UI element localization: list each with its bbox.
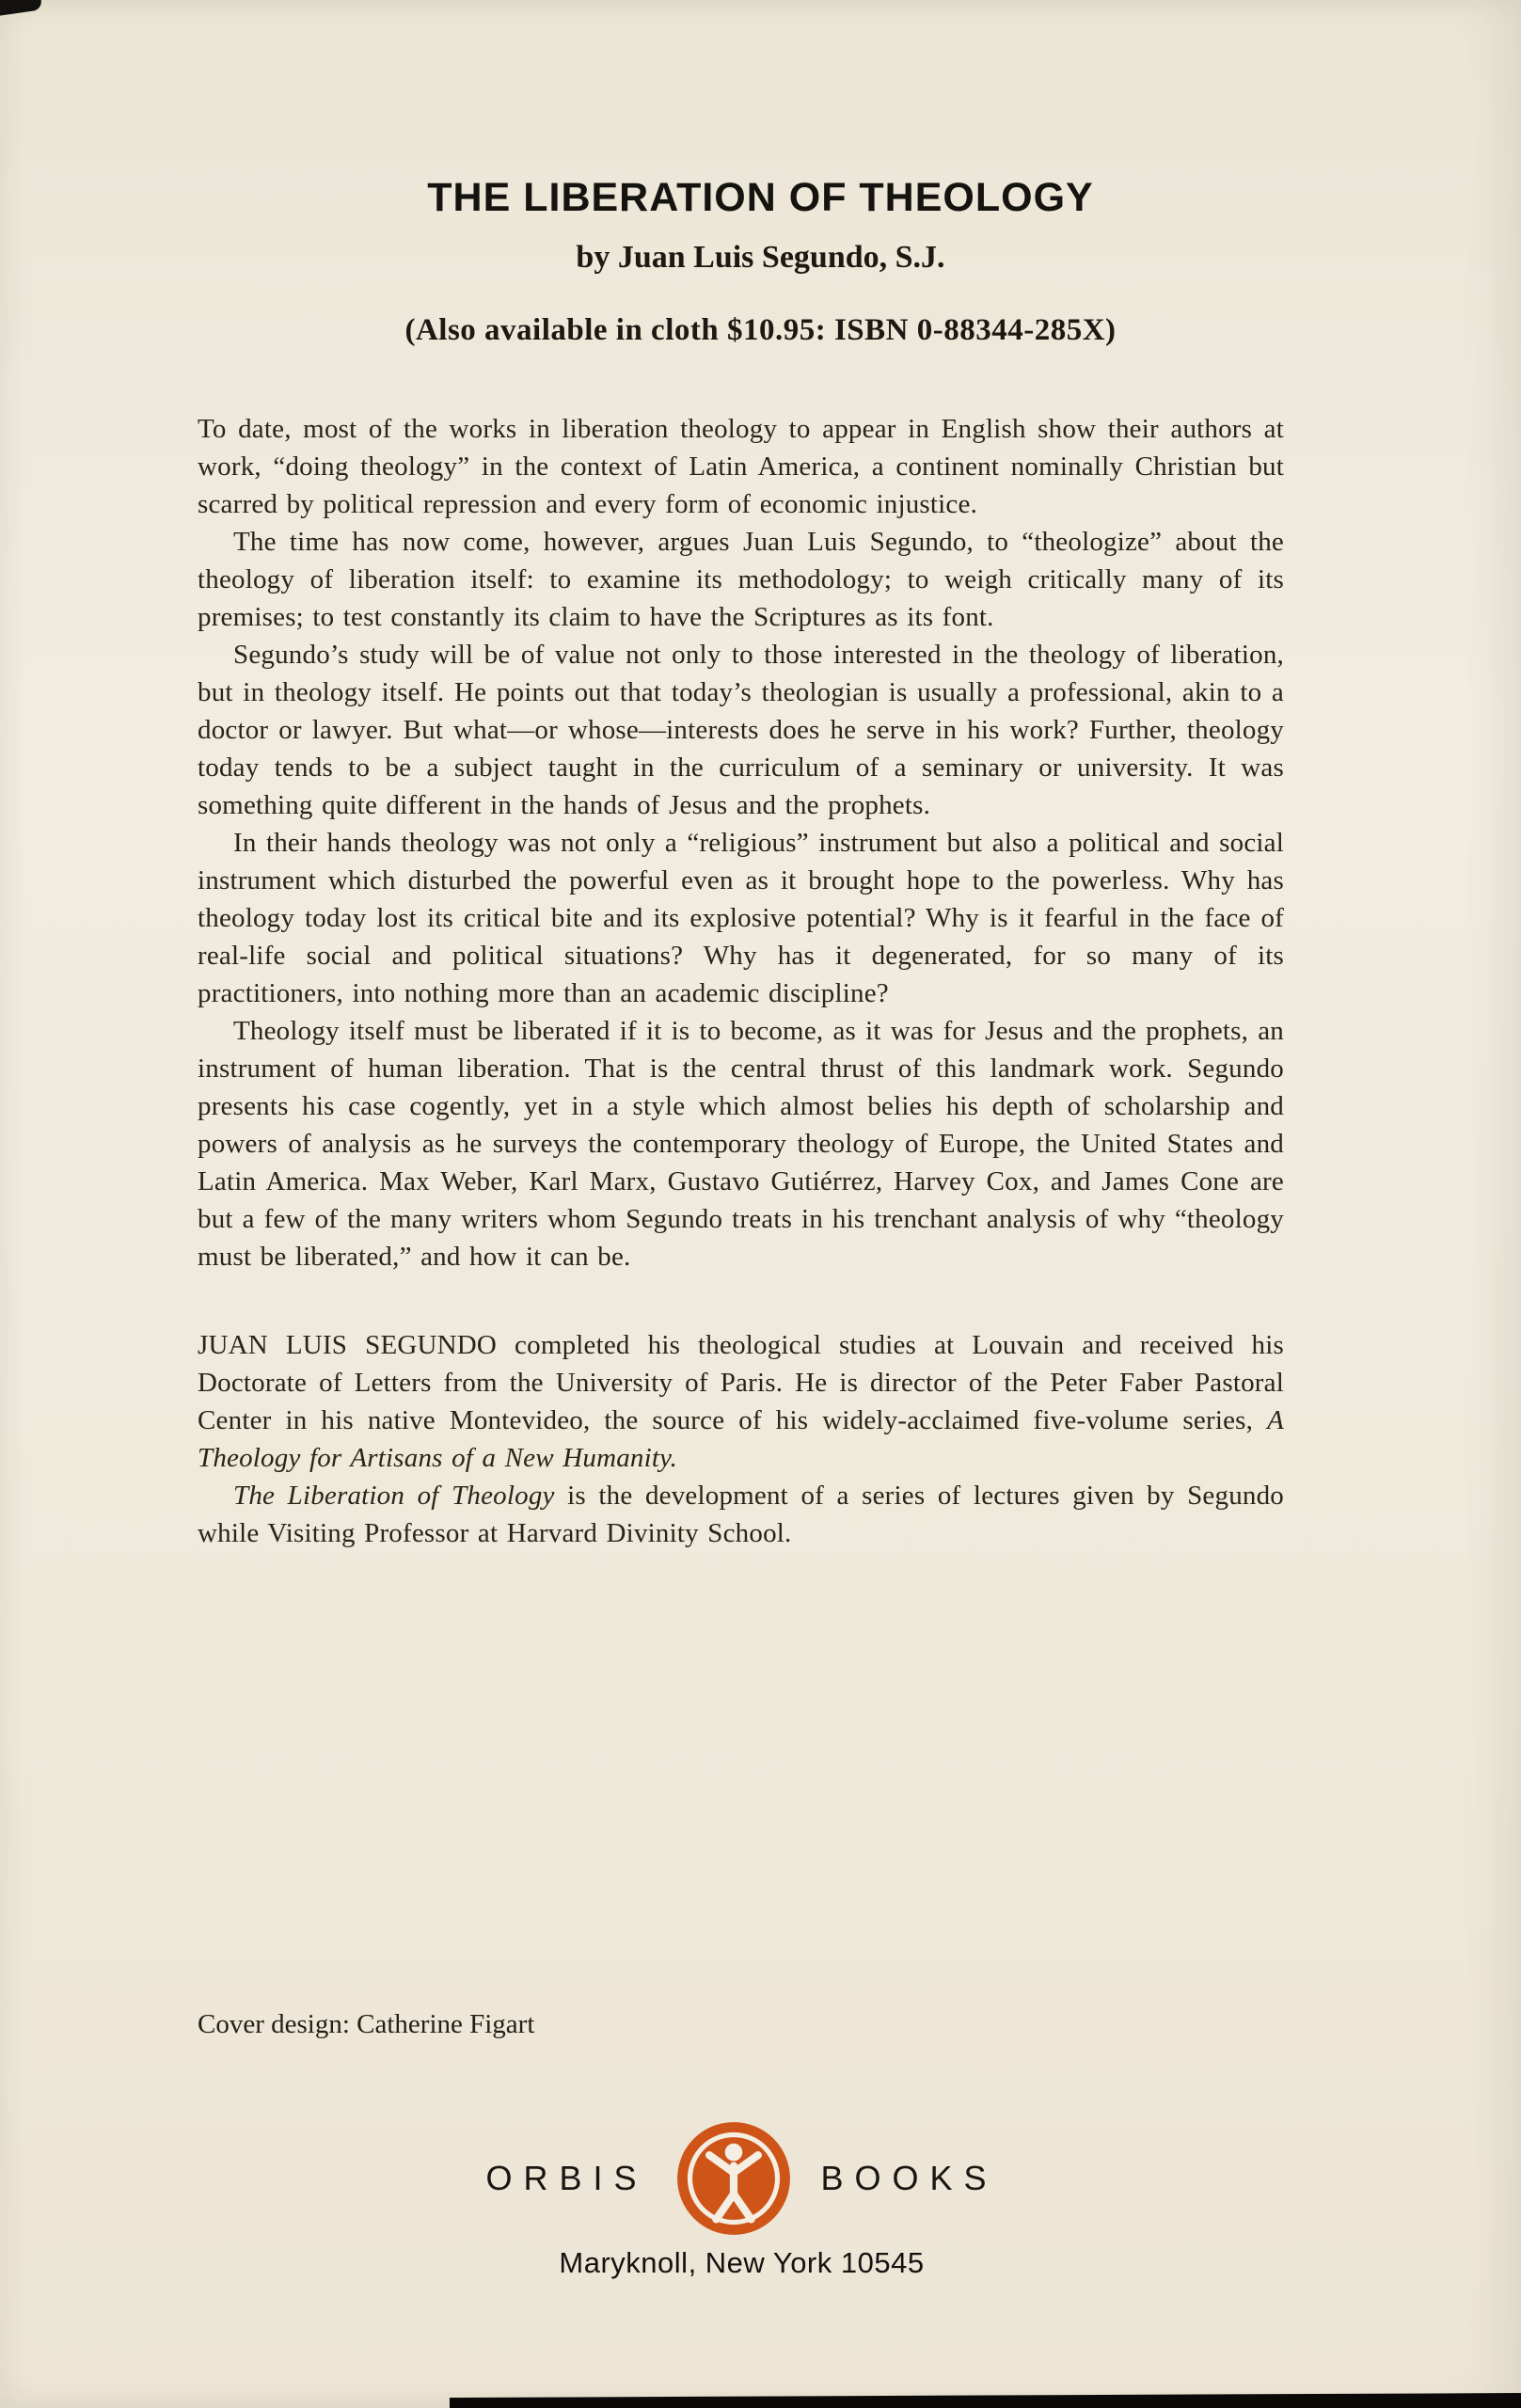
publisher-location: Maryknoll, New York 10545	[559, 2246, 925, 2279]
blurb-paragraph: In their hands theology was not only a “religious” instrument but also a political and social instrument which disturbed the powerful even as it brought hope to the powerless. Why has theology today lost its critical bite and its explosive potential? Why is it fearful in the face of real-life social and political situations? Why has it degenerated, for so many of its practitioners, into nothing more than an academic discipline?	[198, 828, 1284, 1008]
orbis-books-logo-icon	[675, 2120, 792, 2237]
author-bio-paragraph	[198, 1477, 1284, 1552]
author-bio-paragraph	[198, 1326, 1284, 1477]
author-bio	[198, 1326, 1284, 1552]
book-title-italic: The Liberation of Theology	[233, 1481, 555, 1511]
scan-edge-bar	[450, 2393, 1521, 2408]
blurb-text	[198, 410, 1284, 1552]
blurb-paragraph: To date, most of the works in liberation theology to appear in English show their authors at work, “doing theology” in the context of Latin America, a continent nominally Christian but scarred by political repression and every form of economic injustice.	[198, 414, 1284, 519]
author-bio-text: is the development of a series of lectures given by Segundo while Visiting Professor at Harvard Divinity School.	[198, 1481, 1284, 1548]
availability-note: (Also available in cloth $10.95: ISBN 0-88344-285X)	[404, 313, 1117, 347]
publisher-name-books: BOOKS	[820, 2159, 998, 2197]
cover-header	[0, 0, 1521, 348]
book-title: THE LIBERATION OF THEOLOGY	[427, 175, 1094, 220]
blurb-paragraph: Segundo’s study will be of value not only to those interested in the theology of liberation, but in theology itself. He points out that today’s theologian is usually a professional, akin to a doctor or lawyer. But what—or whose—interests does he serve in his work? Further, theology today tends to be a subject taught in the curriculum of a seminary or university. It was something quite different in the hands of Jesus and the prophets.	[198, 640, 1284, 820]
blurb-paragraph: Theology itself must be liberated if it is to become, as it was for Jesus and the prophets, an instrument of human liberation. That is the central thrust of this landmark work. Segundo presents his case cogently, yet in a style which almost belies his depth of scholarship and powers of analysis as he surveys the contemporary theology of Europe, the United States and Latin America. Max Weber, Karl Marx, Gustavo Gutiérrez, Harvey Cox, and James Cone are but a few of the many writers whom Segundo treats in his trenchant analysis of why “theology must be liberated,” and how it can be.	[198, 1016, 1284, 1272]
cover-design-credit: Cover design: Catherine Figart	[198, 2009, 535, 2039]
publisher-logo-row	[485, 2120, 997, 2237]
book-series-title: A Theology for Artisans of a New Humanity.	[198, 1405, 1284, 1473]
byline: by Juan Luis Segundo, S.J.	[576, 240, 945, 275]
blurb-paragraph: The time has now come, however, argues Juan Luis Segundo, to “theologize” about the theology of liberation itself: to examine its methodology; to weigh critically many of its premises; to test constantly its claim to have the Scriptures as its font.	[198, 527, 1284, 632]
publisher-name-orbis: ORBIS	[485, 2159, 648, 2197]
author-bio-text: JUAN LUIS SEGUNDO completed his theological studies at Louvain and received his Doctorate of Letters from the University of Paris. He is director of the Peter Faber Pastoral Center in his native Montevideo, the source of his widely-acclaimed five-volume series,	[198, 1330, 1284, 1435]
publisher-block	[0, 2120, 1483, 2280]
